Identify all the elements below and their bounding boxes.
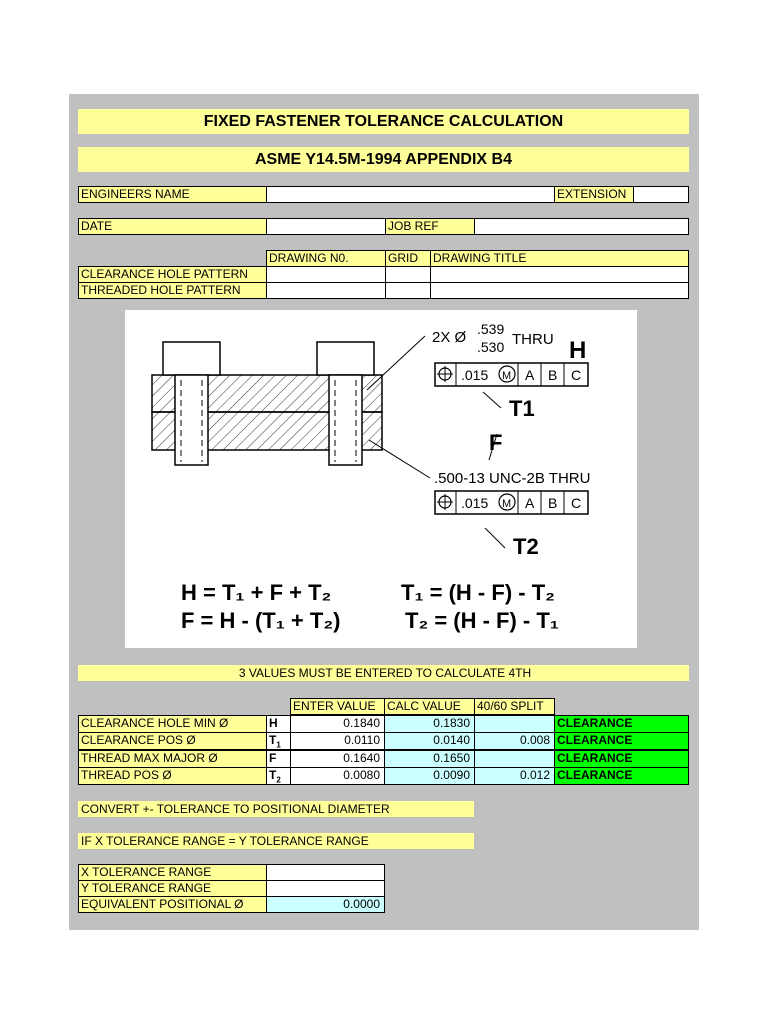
label-t2: T2: [513, 534, 539, 559]
callout-2x-diameter: 2X Ø: [432, 329, 467, 346]
fcf-bottom-value: .015: [461, 495, 489, 511]
calc-row-enter-value[interactable]: 0.0110: [290, 732, 385, 750]
convert-condition: IF X TOLERANCE RANGE = Y TOLERANCE RANGE: [78, 833, 474, 849]
grid-header: GRID: [385, 250, 431, 267]
calc-row-status-badge: CLEARANCE: [554, 732, 689, 750]
calc-row-symbol: [266, 767, 291, 785]
clearance-grid-input[interactable]: [385, 266, 431, 283]
calc-row-split-value: [474, 750, 555, 768]
clearance-drawing-no-input[interactable]: [266, 266, 386, 283]
callout-thru: THRU: [512, 331, 554, 348]
drawing-no-header: DRAWING N0.: [266, 250, 386, 267]
formula-h: H = T₁ + F + T₂: [181, 580, 332, 605]
thread-callout: .500-13 UNC-2B THRU: [434, 470, 591, 487]
fcf-bottom-datum-c: C: [571, 495, 582, 511]
fcf-bottom-datum-a: A: [525, 495, 535, 511]
calc-row-calc-value: 0.1830: [384, 715, 475, 733]
drawing-title-header: DRAWING TITLE: [430, 250, 689, 267]
calc-row-symbol-letter: T: [269, 768, 277, 782]
date-label: DATE: [78, 218, 267, 235]
calc-banner: 3 VALUES MUST BE ENTERED TO CALCULATE 4TH: [78, 665, 689, 681]
fcf-top-datum-a: A: [525, 367, 535, 383]
split-header: 40/60 SPLIT: [474, 698, 555, 715]
calc-row-enter-value[interactable]: 0.0080: [290, 767, 385, 785]
calc-row-status-badge: CLEARANCE: [554, 715, 689, 733]
extension-input[interactable]: [633, 186, 689, 203]
y-tolerance-input[interactable]: [266, 880, 385, 897]
fcf-top-modifier: M: [502, 370, 512, 382]
callout-lower-limit: .530: [477, 339, 505, 355]
calc-row-symbol-subscript: 2: [276, 775, 281, 785]
fcf-bottom-modifier: M: [502, 498, 512, 510]
calc-row-enter-value[interactable]: 0.1840: [290, 715, 385, 733]
calc-row-calc-value: 0.0140: [384, 732, 475, 750]
calc-row-calc-value: 0.0090: [384, 767, 475, 785]
calc-row-split-value: 0.008: [474, 732, 555, 750]
calc-row-label: THREAD POS Ø: [78, 767, 267, 785]
calc-row-symbol: [266, 750, 291, 768]
date-input[interactable]: [266, 218, 386, 235]
equivalent-positional-label: EQUIVALENT POSITIONAL Ø: [78, 896, 267, 913]
y-tolerance-label: Y TOLERANCE RANGE: [78, 880, 267, 897]
fcf-bottom-datum-b: B: [548, 495, 558, 511]
threaded-drawing-no-input[interactable]: [266, 282, 386, 299]
formula-f: F = H - (T₁ + T₂): [181, 608, 341, 633]
fcf-top-value: .015: [461, 367, 489, 383]
x-tolerance-input[interactable]: [266, 864, 385, 881]
fcf-top-datum-c: C: [571, 367, 582, 383]
job-ref-input[interactable]: [474, 218, 689, 235]
calc-row-status-badge: CLEARANCE: [554, 750, 689, 768]
engineers-name-input[interactable]: [266, 186, 555, 203]
drawing-table-corner: [78, 250, 267, 266]
threaded-hole-pattern-label: THREADED HOLE PATTERN: [78, 282, 267, 299]
calc-row-enter-value[interactable]: 0.1640: [290, 750, 385, 768]
label-t1: T1: [509, 396, 535, 421]
calc-row-symbol-subscript: 1: [276, 740, 281, 750]
clearance-drawing-title-input[interactable]: [430, 266, 689, 283]
label-f: F: [489, 430, 503, 455]
calc-value-header: CALC VALUE: [384, 698, 475, 715]
calc-row-symbol: [266, 732, 291, 750]
enter-value-header: ENTER VALUE: [290, 698, 385, 715]
calc-row-label: CLEARANCE HOLE MIN Ø: [78, 715, 267, 733]
calc-row-symbol-letter: H: [269, 716, 278, 730]
calc-row-symbol-letter: F: [269, 751, 277, 765]
engineers-name-label: ENGINEERS NAME: [78, 186, 267, 203]
calc-row-label: THREAD MAX MAJOR Ø: [78, 750, 267, 768]
calc-row-symbol: [266, 715, 291, 733]
page-title: FIXED FASTENER TOLERANCE CALCULATION: [78, 109, 689, 134]
fastener-assembly-drawing: [152, 336, 591, 548]
extension-label: EXTENSION: [554, 186, 634, 203]
calc-row-calc-value: 0.1650: [384, 750, 475, 768]
page-subtitle: ASME Y14.5M-1994 APPENDIX B4: [78, 147, 689, 172]
calc-row-status-badge: CLEARANCE: [554, 767, 689, 785]
fcf-top-datum-b: B: [548, 367, 558, 383]
x-tolerance-label: X TOLERANCE RANGE: [78, 864, 267, 881]
clearance-hole-pattern-label: CLEARANCE HOLE PATTERN: [78, 266, 267, 283]
threaded-grid-input[interactable]: [385, 282, 431, 299]
equivalent-positional-value: 0.0000: [266, 896, 385, 913]
calc-row-symbol-letter: T: [269, 733, 277, 747]
job-ref-label: JOB REF: [385, 218, 475, 235]
callout-upper-limit: .539: [477, 321, 505, 337]
threaded-drawing-title-input[interactable]: [430, 282, 689, 299]
calc-row-split-value: 0.012: [474, 767, 555, 785]
calc-row-split-value: [474, 715, 555, 733]
convert-title: CONVERT +- TOLERANCE TO POSITIONAL DIAMETER: [78, 801, 474, 817]
formula-t1: T₁ = (H - F) - T₂: [401, 580, 555, 605]
fastener-diagram: [125, 310, 637, 648]
formula-t2: T₂ = (H - F) - T₁: [405, 608, 559, 633]
label-h: H: [569, 337, 587, 364]
calc-row-label: CLEARANCE POS Ø: [78, 732, 267, 750]
